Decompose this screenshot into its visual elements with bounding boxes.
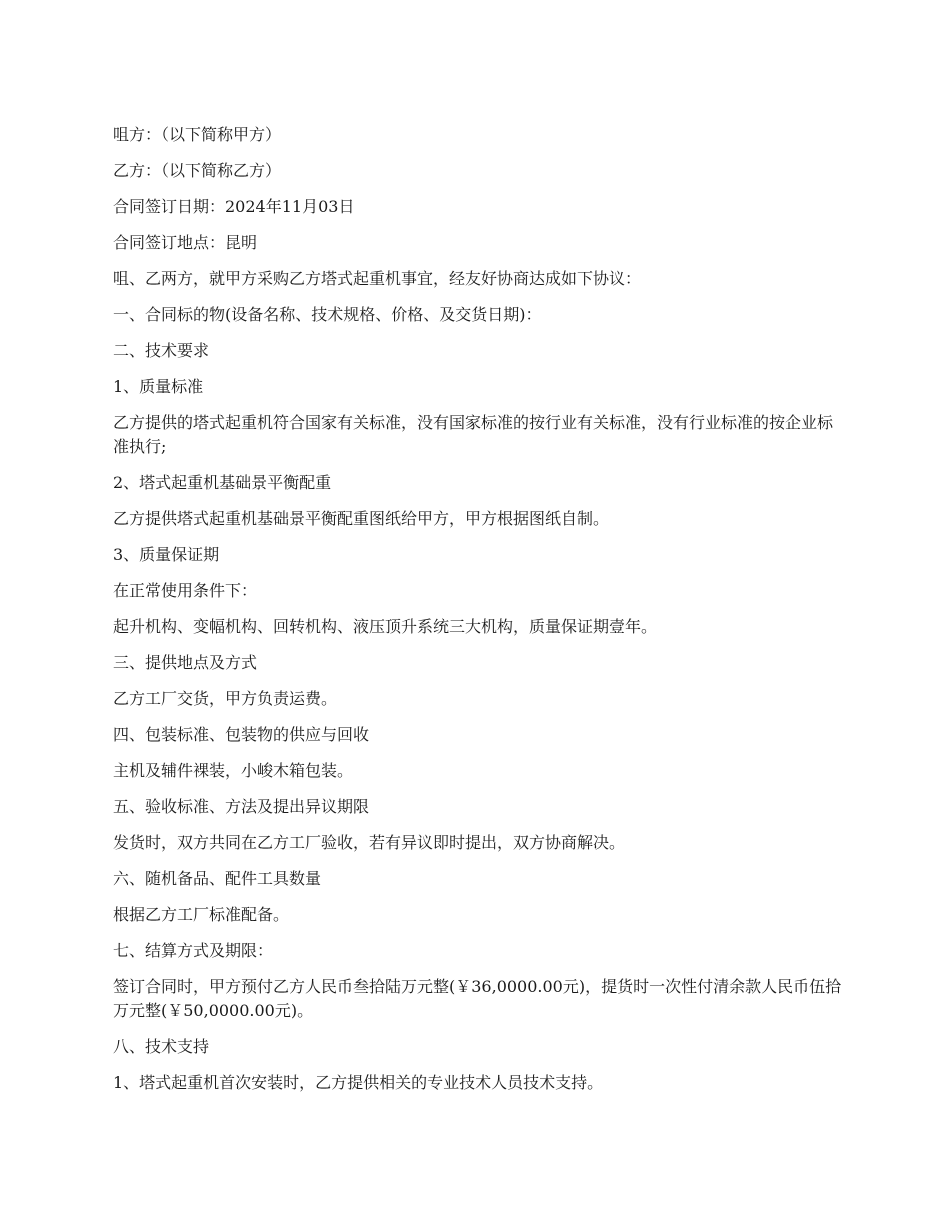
- section-4-heading: 四、包装标准、包装物的供应与回收: [113, 725, 370, 744]
- subsection-warranty: 3、质量保证期: [113, 545, 220, 564]
- subsection-quality-standard: 1、质量标准: [113, 377, 204, 396]
- signing-place-line: 合同签订地点：昆明: [113, 233, 258, 252]
- warranty-text: 起升机构、变幅机构、回转机构、液压顶升系统三大机构，质量保证期壹年。: [113, 617, 658, 636]
- payment-text: 签订合同时，甲方预付乙方人民币叁拾陆万元整(￥36,0000.00元)，提货时一次性付清余款人民币伍拾万元整(￥50,0000.00元)。: [113, 977, 842, 1020]
- section-3-heading: 三、提供地点及方式: [113, 653, 258, 672]
- warranty-condition: 在正常使用条件下：: [113, 581, 258, 600]
- subsection-counterweight: 2、塔式起重机基础景平衡配重: [113, 473, 332, 492]
- section-7-heading: 七、结算方式及期限：: [113, 941, 274, 960]
- section-5-heading: 五、验收标准、方法及提出异议期限: [113, 797, 370, 816]
- delivery-text: 乙方工厂交货，甲方负责运费。: [113, 689, 338, 708]
- section-1-heading: 一、合同标的物(设备名称、技术规格、价格、及交货日期)：: [113, 305, 542, 324]
- section-2-heading: 二、技术要求: [113, 341, 210, 360]
- quality-standard-text: 乙方提供的塔式起重机符合国家有关标准，没有国家标准的按行业有关标准，没有行业标准的按企业标准执行;: [113, 413, 834, 456]
- tech-support-text: 1、塔式起重机首次安装时，乙方提供相关的专业技术人员技术支持。: [113, 1073, 604, 1092]
- party-a-line: 咀方：（以下简称甲方）: [113, 125, 282, 144]
- agreement-intro: 咀、乙两方，就甲方采购乙方塔式起重机事宜，经友好协商达成如下协议：: [113, 269, 642, 288]
- section-6-heading: 六、随机备品、配件工具数量: [113, 869, 322, 888]
- spare-parts-text: 根据乙方工厂标准配备。: [113, 905, 290, 924]
- signing-date-line: 合同签订日期：2024年11月03日: [113, 197, 355, 216]
- acceptance-text: 发货时，双方共同在乙方工厂验收，若有异议即时提出，双方协商解决。: [113, 833, 626, 852]
- counterweight-text: 乙方提供塔式起重机基础景平衡配重图纸给甲方，甲方根据图纸自制。: [113, 509, 610, 528]
- party-b-line: 乙方：（以下简称乙方）: [113, 161, 282, 180]
- contract-document: [113, 123, 843, 1107]
- section-8-heading: 八、技术支持: [113, 1037, 210, 1056]
- packaging-text: 主机及辅件裸装，小峻木箱包装。: [113, 761, 354, 780]
